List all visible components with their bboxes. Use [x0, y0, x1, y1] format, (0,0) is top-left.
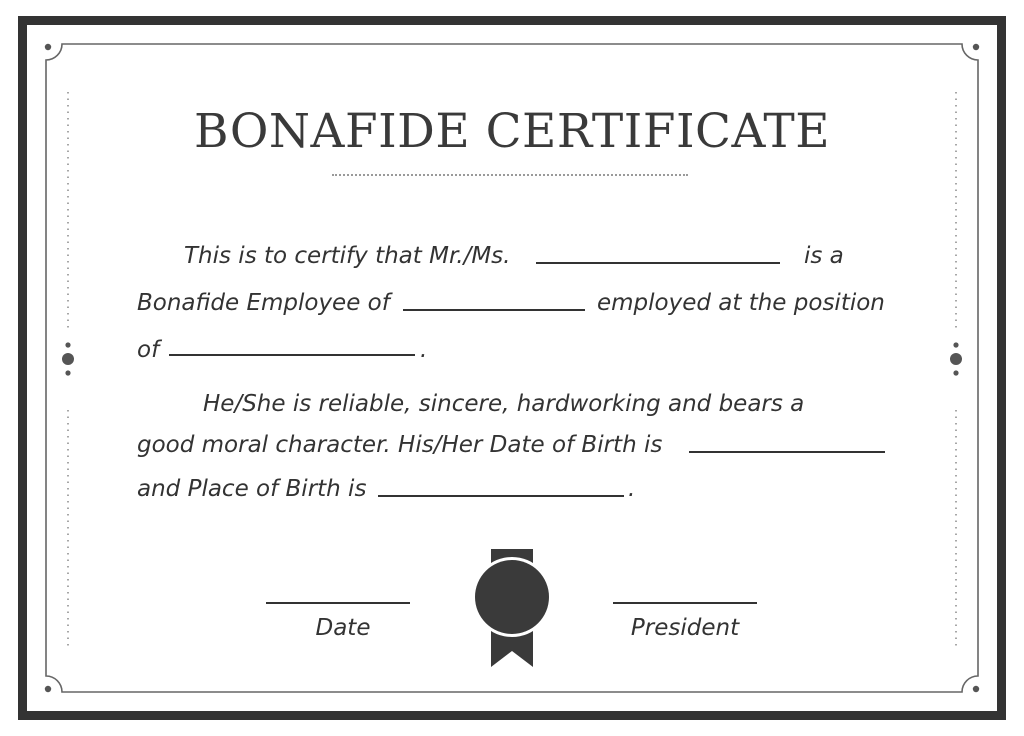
award-seal-icon: [472, 549, 552, 667]
para2-line1-text: He/She is reliable, sincere, hardworking and bears a: [203, 391, 805, 417]
para1-line3-text: of: [137, 337, 160, 363]
title-dotted-rule: [332, 174, 688, 176]
president-label: President: [630, 615, 740, 641]
employer-blank: [403, 309, 585, 311]
date-signature-line: [266, 602, 410, 604]
para2-line3-text: and Place of Birth is: [137, 476, 367, 502]
position-blank: [169, 354, 415, 356]
president-signature-line: [613, 602, 757, 604]
name-blank: [536, 262, 780, 264]
birthplace-blank: [378, 495, 624, 497]
para1-line1-text: This is to certify that Mr./Ms.: [184, 243, 511, 269]
para1-line2-text: Bonafide Employee of: [137, 290, 390, 316]
para1-line3-end: .: [420, 337, 428, 363]
dob-blank: [689, 451, 885, 453]
date-label: Date: [315, 615, 371, 641]
para2-line3-end: .: [628, 476, 636, 502]
dot-ornament-icon: [62, 342, 74, 375]
para2-line2-text: good moral character. His/Her Date of Birth is: [137, 432, 663, 458]
certificate-title: BONAFIDE CERTIFICATE: [193, 104, 831, 159]
dot-ornament-icon: [950, 342, 962, 375]
para1-line2-end: employed at the position: [597, 290, 885, 316]
para1-line1-end: is a: [804, 243, 844, 269]
